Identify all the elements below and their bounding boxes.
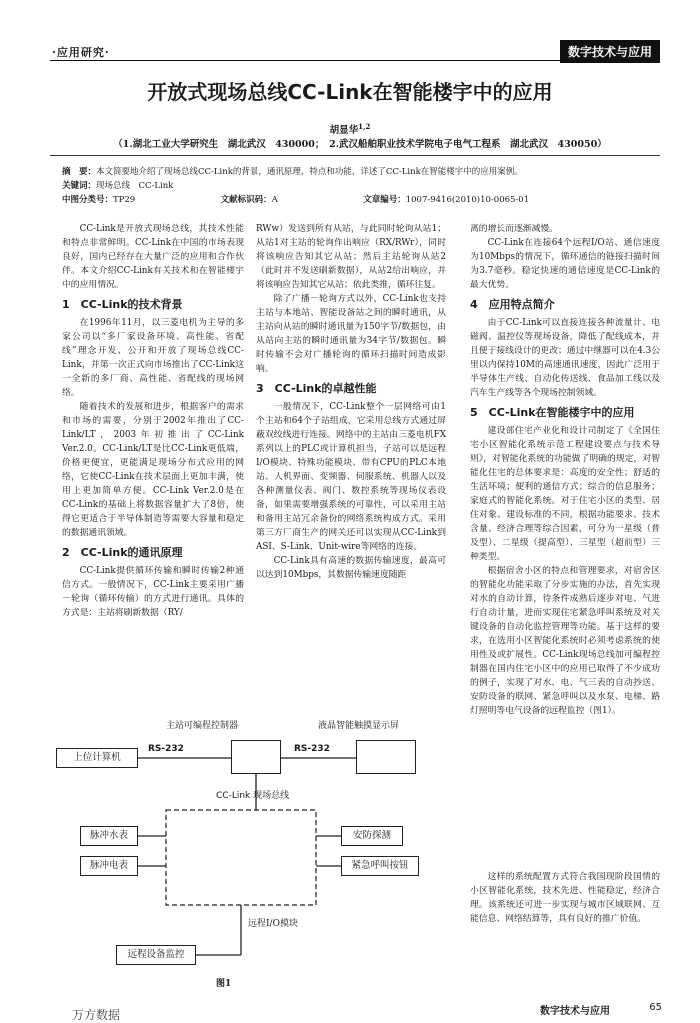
remote-io-label: 远程I/O模块 — [248, 919, 298, 929]
journal-badge: 数字技术与应用 — [560, 40, 660, 63]
pc-box: 上位计算机 — [56, 748, 138, 768]
affiliation: （1.湖北工业大学研究生 湖北武汉 430000； 2.武汉船舶职业技术学院电子电气工程系 湖北武汉 430050） — [113, 139, 607, 150]
doc-code-label: 文献标识码： — [220, 195, 272, 205]
lcd-label: 液晶智能触摸显示屏 — [318, 721, 400, 731]
paragraph: CC-Link提供循环传输和瞬时传输2种通信方式。一般情况下，CC-Link主要采用广播－轮询（循环传输）的方式进行通讯。具体的方式是：主站将刷新数据（RY/ — [62, 566, 244, 618]
author-line — [0, 122, 700, 136]
intro-paragraph: CC-Link是开放式现场总线，其技术性能和特点非常鲜明。CC-Link在中国的市场表现良好，国内已经存在大量广泛的应用和合作伙伴。本文介绍CC-Link有关技术和在智能楼宇中的应用情况。 — [62, 224, 244, 290]
article-no-label: 文章编号： — [363, 195, 406, 205]
page-number: 65 — [649, 1002, 662, 1013]
header-rule — [50, 60, 660, 61]
remote-monitor-box: 远程设备监控 — [116, 945, 196, 965]
paragraph: 建设部住宅产业化和设计司制定了《全国住宅小区智能化系统示范工程建设要点与技术导则》，对智能化系统的功能做了明确的规定，对智能化住宅的总体要求是：高度的安全性；舒适的生活环境；便利的通信方式；综合的信息服务；家庭式的智能化系统。对于住宅小区的类型、居住对象、建设标准的不同，根据功能要求、技术含量、经济合理等综合因素，可分为一星级（普及型）、二星级（提高型）、三星型（超前型）三种类型。 — [470, 426, 660, 562]
alarm-box: 紧急呼叫按钮 — [341, 856, 419, 876]
abstract — [62, 166, 662, 178]
figure-1 — [56, 710, 446, 990]
bus-label: CC-Link 现场总线 — [216, 791, 290, 801]
rs232-left: RS-232 — [148, 744, 184, 754]
column-2 — [256, 222, 446, 582]
plc-box — [231, 740, 281, 774]
paragraph: 除了广播－轮询方式以外，CC-Link也支持主站与本地站、智能设备站之间的瞬时通讯，从主站向从站的瞬时通讯量为150字节/数据包，由从站向主站的瞬时通讯量为34字节/数据包。瞬时传输不会对广播轮询的循环扫描时间造成影响。 — [256, 294, 446, 374]
water-meter-box: 脉冲水表 — [80, 826, 138, 846]
article-title: 开放式现场总线CC-Link在智能楼宇中的应用 — [147, 80, 553, 104]
paragraph: 根据宿舍小区的特点和管理要求，对宿舍区的智能化功能采取了分步实施的办法，首先实现对水的自动计算，待条件成熟后逐步对电、气进行自动计量，进而实现住宅紧急呼叫系统及对关键设备的自动化监控管理等功能。基于这样的要求，在选用小区智能化系统时必须考虑系统的使用性及或扩展性。CC-Link现场总线加可编程控制器在国内住宅小区中的应用已取得了不少成功的例子，实现了对水、电、气三表的自动抄送、安防设备的联网、紧急呼叫以及水泵、电梯、路灯照明等电气设备的远程监控（图1）。 — [470, 566, 660, 716]
clc-value: TP29 — [113, 195, 136, 205]
paragraph: RWw）发送到所有从站，与此同时轮询从站1；从站1对主站的轮询作出响应（RX/RWr），同时将该响应告知其它从站；然后主站轮询从站2（此时并不发送刷新数据），从站2给出响应，并将该响应告知其它从站；依此类推，循环往复。 — [256, 224, 446, 290]
author-name: 胡显华 — [329, 125, 359, 137]
plc-label: 主站可编程控制器 — [166, 721, 239, 731]
column-1 — [62, 222, 244, 620]
abstract-label: 摘 要： — [62, 167, 97, 177]
paragraph: 一般情况下，CC-Link整个一层网络可由1个主站和64个子站组成，它采用总线方式通过屏蔽双绞线进行连接。网络中的主站由三菱电机FX系列以上的PLC或计算机担当，子站可以是远程I/O模块、特殊功能模块、带有CPU的PLC本地站、人机界面、变频器、伺服系统、机器人以及各种测量仪表、阀门、数控系统等现场仪表设备，如果需要增强系统的可靠性，可以采用主站和备用主站冗余备份的网络系统构成方式。采用第三方厂商生产的网关还可以实现从CC-Link到ASI、S-Link、Unit-wire等网络的连接。 — [256, 402, 446, 552]
footer-brand: 数字技术与应用 — [540, 1006, 610, 1017]
keywords — [62, 180, 662, 192]
paragraph: 随着技术的发展和进步，根据客户的需求和市场的需要，分别于2002年推出了CC-Link/LT，2003年初推出了CC-Link Ver.2.0。CC-Link/LT是比CC-Link更低端，价格更便宜，更能满足现场分布式应用的网络，它使CC-Link在技术层面上更加丰满，使用上更加简单方便。CC-Link Ver.2.0是在CC-Link的基础上将数据容量扩大了8倍，使得它更适合于半导体制造等需要大容量和稳定的数据通讯领域。 — [62, 402, 244, 538]
lcd-box — [356, 740, 416, 774]
electric-meter-box: 脉冲电表 — [80, 856, 138, 876]
affiliation-rule — [50, 155, 660, 156]
figure-caption: 图1 — [216, 979, 232, 989]
section-heading-2: 2 CC-Link的通讯原理 — [62, 546, 183, 559]
keywords-text: 现场总线 CC-Link — [96, 181, 174, 191]
section-heading-1: 1 CC-Link的技术背景 — [62, 298, 183, 311]
section-heading-5: 5 CC-Link在智能楼宇中的应用 — [470, 406, 635, 419]
keywords-label: 关键词： — [62, 181, 97, 191]
column-3-bottom — [470, 870, 660, 926]
abstract-text: 本文简要地介绍了现场总线CC-Link的背景，通讯原理，特点和功能，详述了CC-Link在智能楼宇中的应用案例。 — [96, 167, 523, 177]
paragraph: CC-Link具有高速的数据传输速度，最高可以达到10Mbps，其数据传输速度随距 — [256, 556, 446, 580]
doc-code-value: A — [271, 195, 278, 205]
author-sup: 1,2 — [358, 122, 371, 131]
paragraph: 离的增长而逐渐减慢。 — [470, 224, 558, 234]
paragraph: 由于CC-Link可以直接连接各种流量计、电磁阀、温控仪等现场设备，降低了配线成本，并且便于接线设计的更改；通过中继器可以在4.3公里以内保持10M的高速通讯速度，因此广泛用于半导体生产线、自动化传送线、食品加工线以及汽车生产线等各个现场控制领域。 — [470, 318, 660, 398]
section-label: ·应用研究· — [52, 46, 110, 59]
meta-line — [62, 194, 662, 206]
paragraph: 这样的系统配置方式符合我国现阶段国情的小区智能化系统，技术先进、性能稳定，经济合理。该系统还可进一步实现与城市区域联网、互能信息、网络结算等，具有良好的推广价值。 — [470, 872, 660, 924]
column-3 — [470, 222, 660, 718]
paragraph: 在1996年11月，以三菱电机为主导的多家公司以“多厂家设备环境、高性能、省配线”理念开发、公开和开放了现场总线CC-Link，并第一次正式向市场推出了CC-Link这一全新的多厂商、高性能、省配线的现场网络。 — [62, 318, 244, 398]
section-heading-3: 3 CC-Link的卓越性能 — [256, 382, 377, 395]
rs232-right: RS-232 — [294, 744, 330, 754]
security-box: 安防探测 — [341, 826, 403, 846]
article-no-value: 1007-9416(2010)10-0065-01 — [405, 195, 530, 205]
section-heading-4: 4 应用特点简介 — [470, 298, 555, 311]
clc-label: 中图分类号： — [62, 195, 114, 205]
paragraph: CC-Link在连接64个远程I/O站、通信速度为10Mbps的情况下，循环通信的链接扫描时间为3.7毫秒。稳定快速的通信速度是CC-Link的最大优势。 — [470, 238, 660, 290]
watermark: 万方数据 — [72, 1008, 121, 1022]
